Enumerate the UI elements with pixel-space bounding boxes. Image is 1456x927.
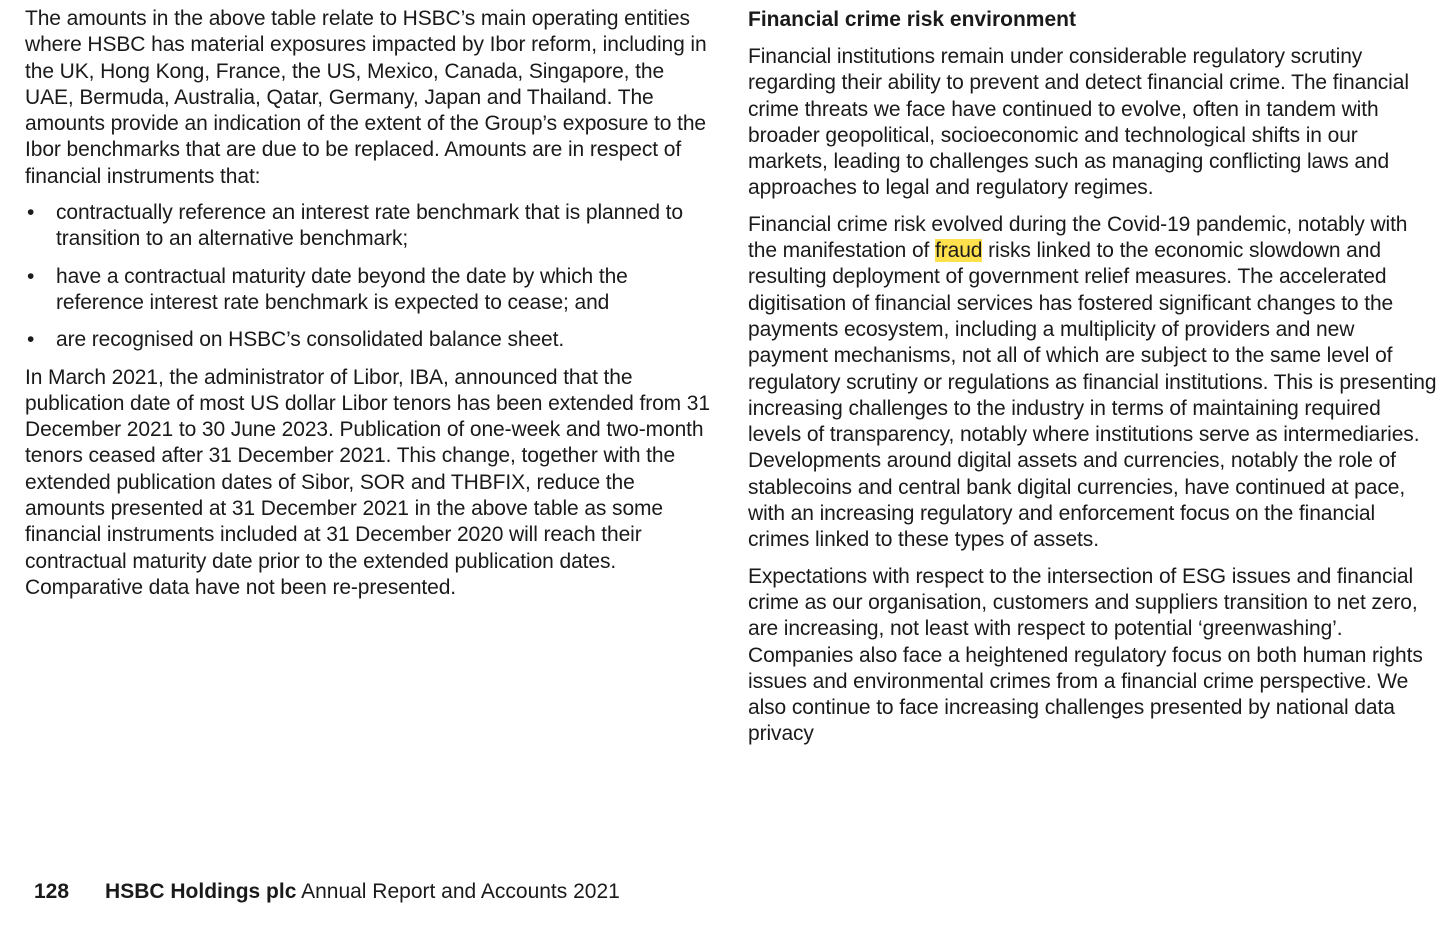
covid-text-start: Financial crime risk evolved during the Covid-19 pandemic, notably with the manifestation of: [748, 212, 1408, 263]
highlighted-term: fraud: [935, 239, 983, 263]
bullet-list: [25, 200, 715, 353]
esg-paragraph: Expectations with respect to the intersection of ESG issues and financial crime as our organisation, customers and suppliers transition to net zero, are increasing, not least with respect to potential ‘greenwashing’. Companies also face a heightened regulatory focus on both human rights issues and environmental crimes from a financial crime perspective. We also continue to face increasing challenges presented by national data privacy: [748, 564, 1423, 746]
list-item: [25, 327, 715, 353]
bullet-text: are recognised on HSBC’s consolidated balance sheet.: [56, 328, 565, 352]
regulatory-scrutiny-paragraph: Financial institutions remain under considerable regulatory scrutiny regarding their ability to prevent and detect financial crime. The financial crime threats we face have continued to evolve, often in tandem with broader geopolitical, socioeconomic and technological shifts in our markets, leading to challenges such as managing conflicting laws and approaches to legal and regulatory regimes.: [748, 45, 1409, 200]
bullet-text: contractually reference an interest rate benchmark that is planned to transition to an alternative benchmark;: [56, 201, 683, 251]
covid-paragraph: [748, 212, 1438, 554]
company-name: HSBC Holdings plc: [105, 880, 297, 903]
left-column: [25, 6, 715, 611]
section-heading: Financial crime risk environment: [748, 8, 1076, 31]
bullet-text: have a contractual maturity date beyond the date by which the reference interest rate benchmark is expected to cease; and: [56, 264, 628, 314]
bullet-icon: •: [27, 201, 35, 225]
bullet-icon: •: [27, 264, 35, 288]
covid-text-end: risks linked to the economic slowdown and resulting deployment of government relief measures. The accelerated digitisation of financial services has fostered significant changes to the payments ecosystem, including a multiplicity of providers and new payment mechanisms, not all of which are subject to the same level of regulatory scrutiny or regulations as financial institutions. This is presenting increasing challenges to the industry in terms of maintaining required levels of transparency, notably where institutions serve as intermediaries. Developments around digital assets and currencies, notably the role of stablecoins and central bank digital currencies, have continued at pace, with an increasing regulatory and enforcement focus on the financial crimes linked to these types of assets.: [748, 239, 1437, 552]
list-item: [25, 264, 715, 317]
libor-paragraph: In March 2021, the administrator of Libor, IBA, announced that the publication date of most US dollar Libor tenors has been extended from 31 December 2021 to 30 June 2023. Publication of one-week and two-month tenors ceased after 31 December 2021. This change, together with the extended publication dates of Sibor, SOR and THBFIX, reduce the amounts presented at 31 December 2021 in the above table as some financial instruments included at 31 December 2020 will reach their contractual maturity date prior to the extended publication dates. Comparative data have not been re-presented.: [25, 365, 710, 599]
bullet-icon: •: [27, 328, 35, 352]
intro-paragraph: The amounts in the above table relate to HSBC’s main operating entities where HSBC has material exposures impacted by Ibor reform, including in the UK, Hong Kong, France, the US, Mexico, Canada, Singapore, the UAE, Bermuda, Australia, Qatar, Germany, Japan and Thailand. The amounts provide an indication of the extent of the Group’s exposure to the Ibor benchmarks that are due to be replaced. Amounts are in respect of financial instruments that:: [25, 7, 707, 188]
list-item: [25, 200, 715, 253]
page-footer: [34, 878, 620, 906]
right-column: [748, 6, 1438, 758]
page-number: 128: [34, 880, 70, 903]
report-title: Annual Report and Accounts 2021: [301, 880, 620, 903]
